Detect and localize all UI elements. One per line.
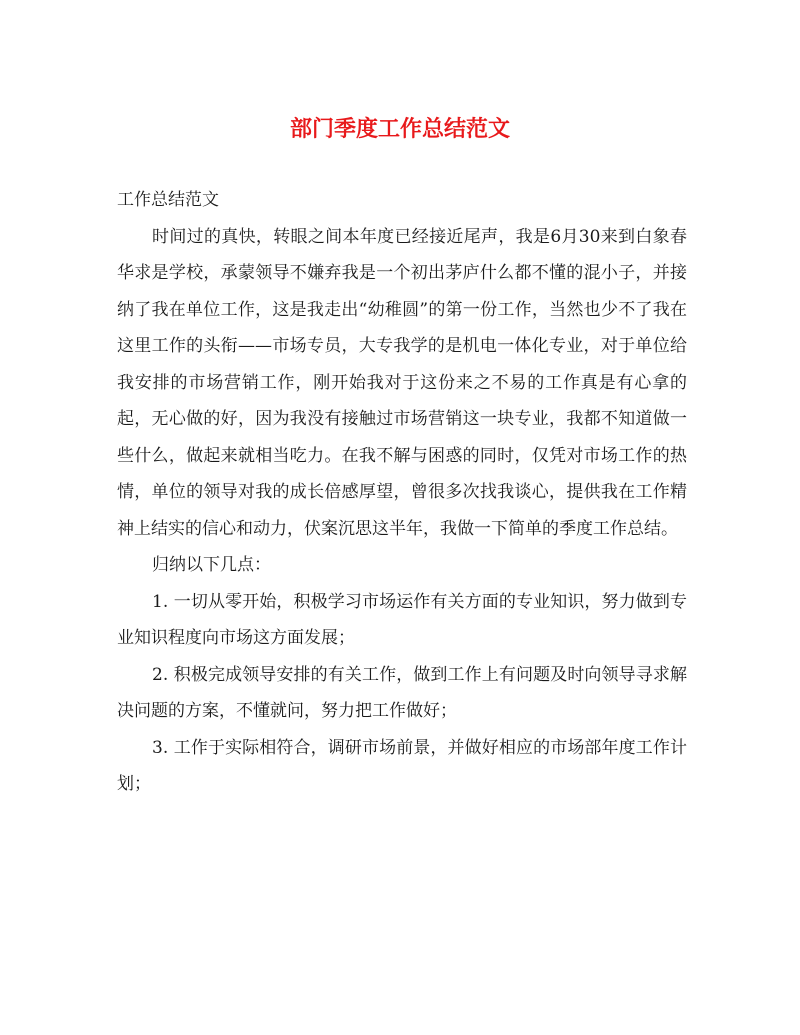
list-item-2: 2. 积极完成领导安排的有关工作，做到工作上有问题及时向领导寻求解决问题的方案，不懂就问，努力把工作做好；	[117, 664, 687, 721]
document-title: 部门季度工作总结范文	[289, 116, 510, 142]
paragraph-intro: 时间过的真快，转眼之间本年度已经接近尾声，我是6月30来到白象春华求是学校，承蒙领导不嫌弃我是一个初出茅庐什么都不懂的混小子，并接纳了我在单位工作，这是我走出“幼稚圆”的第一份工作，当然也少不了我在这里工作的头衔——市场专员，大专我学的是机电一体化专业，对于单位给我安排的市场营销工作，刚开始我对于这份来之不易的工作真是有心拿的起，无心做的好，因为我没有接触过市场营销这一块专业，我都不知道做一些什么，做起来就相当吃力。在我不解与困惑的同时，仅凭对市场工作的热情，单位的领导对我的成长倍感厚望，曾很多次找我谈心，提供我在工作精神上结实的信心和动力，伏案沉思这半年，我做一下简单的季度工作总结。	[117, 226, 687, 539]
list-item-1: 1. 一切从零开始，积极学习市场运作有关方面的专业知识，努力做到专业知识程度向市场这方面发展；	[117, 591, 687, 648]
document-body	[117, 182, 687, 803]
paragraph-summary-lead: 归纳以下几点：	[152, 555, 271, 575]
list-item-3: 3. 工作于实际相符合，调研市场前景，并做好相应的市场部年度工作计划；	[117, 737, 687, 794]
document-subheading: 工作总结范文	[117, 190, 219, 210]
